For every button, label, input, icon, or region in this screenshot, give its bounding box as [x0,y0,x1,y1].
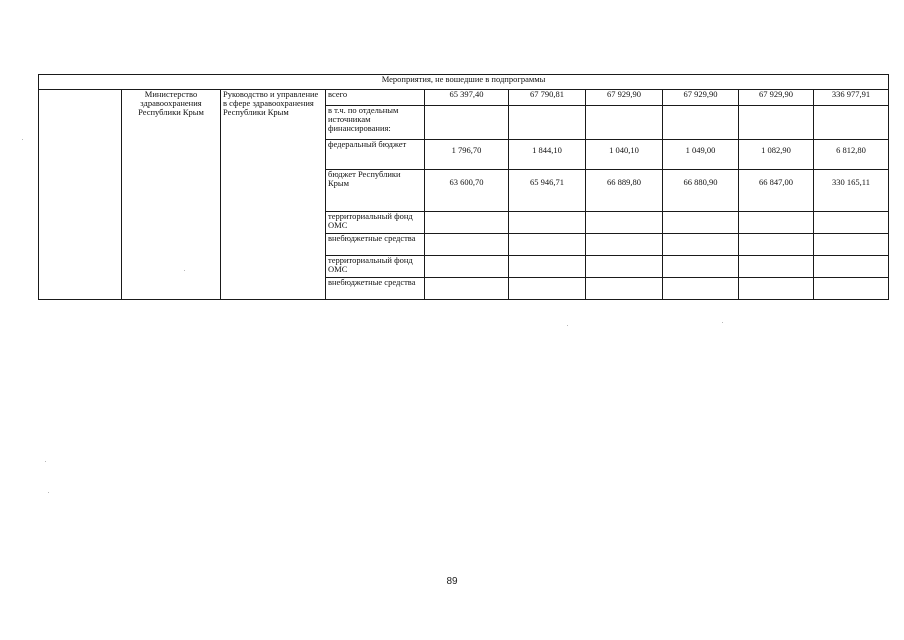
value-cell [509,278,586,300]
value-cell [425,278,509,300]
source-cell: бюджет Республики Крым [326,170,425,212]
value-cell: 6 812,80 [814,140,889,170]
value-cell: 65 946,71 [509,170,586,212]
scan-speck [567,325,568,326]
value-cell [739,256,814,278]
value-cell: 63 600,70 [425,170,509,212]
value-cell [663,212,739,234]
value-cell [586,212,663,234]
executor-cell: Министерство здравоохранения Республики Крым [122,90,221,300]
value-cell: 67 929,90 [586,90,663,106]
value-cell: 1 082,90 [739,140,814,170]
value-cell [739,278,814,300]
scan-speck [722,322,723,323]
section-header: Мероприятия, не вошедшие в подпрограммы [39,75,889,90]
value-cell: 1 049,00 [663,140,739,170]
value-cell: 1 796,70 [425,140,509,170]
value-cell [739,212,814,234]
value-cell [814,212,889,234]
value-cell: 67 929,90 [739,90,814,106]
section-header-row [39,75,889,90]
value-cell [586,256,663,278]
value-cell [663,106,739,140]
value-cell: 336 977,91 [814,90,889,106]
value-cell [814,106,889,140]
value-cell [509,234,586,256]
source-cell: внебюджетные средства [326,234,425,256]
value-cell [425,212,509,234]
value-cell [814,234,889,256]
financing-table [38,74,889,300]
activity-cell: Руководство и управление в сфере здравоохранения Республики Крым [221,90,326,300]
value-cell: 66 880,90 [663,170,739,212]
value-cell [586,234,663,256]
blank-column-cell [39,90,122,300]
source-cell: территориальный фонд ОМС [326,212,425,234]
value-cell: 330 165,11 [814,170,889,212]
value-cell: 66 889,80 [586,170,663,212]
value-cell [509,106,586,140]
value-cell [663,278,739,300]
value-cell [509,212,586,234]
value-cell: 67 929,90 [663,90,739,106]
table-row [39,90,889,106]
value-cell [425,234,509,256]
value-cell [814,278,889,300]
value-cell: 1 040,10 [586,140,663,170]
source-cell: территориальный фонд ОМС [326,256,425,278]
value-cell [425,256,509,278]
value-cell [586,278,663,300]
source-cell: в т.ч. по отдельным источникам финансирования: [326,106,425,140]
value-cell [663,234,739,256]
value-cell: 67 790,81 [509,90,586,106]
value-cell [586,106,663,140]
value-cell [663,256,739,278]
scan-speck [45,461,46,462]
value-cell: 1 844,10 [509,140,586,170]
value-cell [739,106,814,140]
source-cell: внебюджетные средства [326,278,425,300]
page-number: 89 [446,576,458,587]
value-cell: 65 397,40 [425,90,509,106]
value-cell [425,106,509,140]
scan-speck [22,139,23,140]
value-cell: 66 847,00 [739,170,814,212]
value-cell [739,234,814,256]
scan-speck [48,492,49,493]
source-cell: федеральный бюджет [326,140,425,170]
value-cell [814,256,889,278]
value-cell [509,256,586,278]
source-cell: всего [326,90,425,106]
